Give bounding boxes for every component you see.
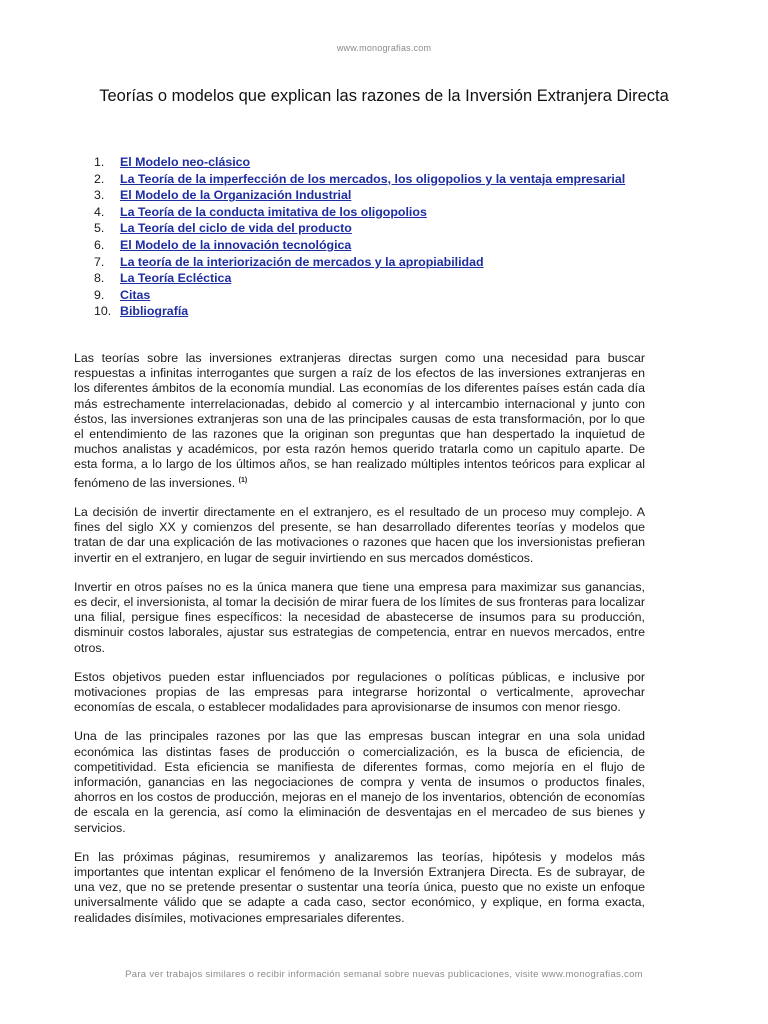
toc-number: 10. <box>94 304 112 319</box>
table-of-contents <box>94 154 646 320</box>
citation-marker: (1) <box>238 476 248 484</box>
toc-number: 2. <box>94 171 105 186</box>
toc-number: 6. <box>94 237 105 252</box>
toc-item <box>94 154 646 171</box>
toc-item <box>94 187 646 204</box>
paragraph: Una de las principales razones por las que las empresas buscan integrar en una sola unidad económica las distintas fases de producción o comercialización, es la busca de eficiencia, de competitividad. Esta eficiencia se manifiesta de diferentes formas, como mejoría en el flujo de información, ganancias en las negociaciones de compra y venta de insumos o productos finales, ahorros en los costos de producción, mejoras en el manejo de los inventarios, obtención de economías de escala en la gerencia, así como la eliminación de desventajas en el mercadeo de sus bienes y servicios. <box>74 729 645 835</box>
toc-link-organizacion-industrial[interactable]: El Modelo de la Organización Industrial <box>120 188 352 203</box>
document-title: Teorías o modelos que explican las razones de la Inversión Extranjera Directa <box>99 87 669 105</box>
toc-link-interiorizacion-mercados[interactable]: La teoría de la interiorización de mercados y la apropiabilidad <box>120 254 484 269</box>
toc-link-teoria-eclectica[interactable]: La Teoría Ecléctica <box>120 271 232 286</box>
toc-item <box>94 270 646 287</box>
paragraph-text: Las teorías sobre las inversiones extranjeras directas surgen como una necesidad para buscar respuestas a infinitas interrogantes que surgen a raíz de los efectos de las inversiones extranjeras en los diferentes ámbitos de la economía mundial. Las economías de los diferentes países están cada día más estrechamente interrelacionadas, debido al comercio y al intercambio internacional y junto con éstos, las inversiones extranjeras son una de las principales causas de esta transformación, por lo que el entendimiento de las razones que la originan son preguntas que han despertado la inquietud de muchos analistas y académicos, por esta razón hemos querido tratarla como un capitulo aparte. De esta forma, a lo largo de los últimos años, se han realizado múltiples intentos teóricos para explicar al fenómeno de las inversiones. <box>74 351 645 490</box>
paragraph: Estos objetivos pueden estar influenciados por regulaciones o políticas públicas, e inclusive por motivaciones propias de las empresas para integrarse horizontal o verticalmente, aprovechar economías de escala, o establecer modalidades para aprovisionarse de insumos con menor riesgo. <box>74 669 645 715</box>
toc-item <box>94 220 646 237</box>
toc-link-conducta-imitativa[interactable]: La Teoría de la conducta imitativa de los oligopolios <box>120 204 427 219</box>
toc-link-citas[interactable]: Citas <box>120 287 151 302</box>
document-body <box>74 351 645 940</box>
paragraph <box>74 351 645 491</box>
toc-number: 7. <box>94 254 105 269</box>
toc-item <box>94 303 646 320</box>
page-footer: Para ver trabajos similares o recibir información semanal sobre nuevas publicaciones, visite www.monografias.com <box>125 969 643 980</box>
toc-number: 5. <box>94 221 105 236</box>
toc-number: 3. <box>94 188 105 203</box>
toc-link-ciclo-vida-producto[interactable]: La Teoría del ciclo de vida del producto <box>120 221 352 236</box>
toc-item <box>94 171 646 188</box>
paragraph: Invertir en otros países no es la única manera que tiene una empresa para maximizar sus ganancias, es decir, el inversionista, al tomar la decisión de mirar fuera de los límites de sus fronteras para localizar una filial, persigue fines específicos: la necesidad de abastecerse de insumos para su producción, disminuir costos laborales, ajustar sus estrategias de competencia, entrar en nuevos mercados, entre otros. <box>74 579 645 655</box>
paragraph: La decisión de invertir directamente en el extranjero, es el resultado de un proceso muy complejo. A fines del siglo XX y comienzos del presente, se han desarrollado diferentes teorías y modelos que tratan de dar una explicación de las motivaciones o razones que hacen que los inversionistas prefieran invertir en el extranjero, en lugar de seguir invirtiendo en sus mercados domésticos. <box>74 504 645 565</box>
toc-number: 1. <box>94 155 105 169</box>
toc-link-modelo-neoclasico[interactable]: El Modelo neo-clásico <box>120 155 251 169</box>
toc-link-imperfeccion-mercados[interactable]: La Teoría de la imperfección de los mercados, los oligopolios y la ventaja empresarial <box>120 171 626 186</box>
toc-item <box>94 204 646 221</box>
toc-number: 9. <box>94 287 105 302</box>
toc-item <box>94 237 646 254</box>
page-header: www.monografias.com <box>336 43 432 53</box>
toc-link-bibliografia[interactable]: Bibliografía <box>120 304 189 319</box>
toc-item <box>94 287 646 304</box>
paragraph: En las próximas páginas, resumiremos y analizaremos las teorías, hipótesis y modelos más importantes que intentan explicar el fenómeno de la Inversión Extranjera Directa. Es de subrayar, de una vez, que no se pretende presentar o sustentar una teoría única, puesto que no existe un enfoque universalmente válido que se adapte a cada caso, sector económico, y explique, en forma exacta, realidades disímiles, motivaciones empresariales diferentes. <box>74 849 645 925</box>
toc-number: 8. <box>94 271 105 286</box>
toc-number: 4. <box>94 204 105 219</box>
toc-link-innovacion-tecnologica[interactable]: El Modelo de la innovación tecnológica <box>120 237 352 252</box>
toc-item <box>94 254 646 271</box>
